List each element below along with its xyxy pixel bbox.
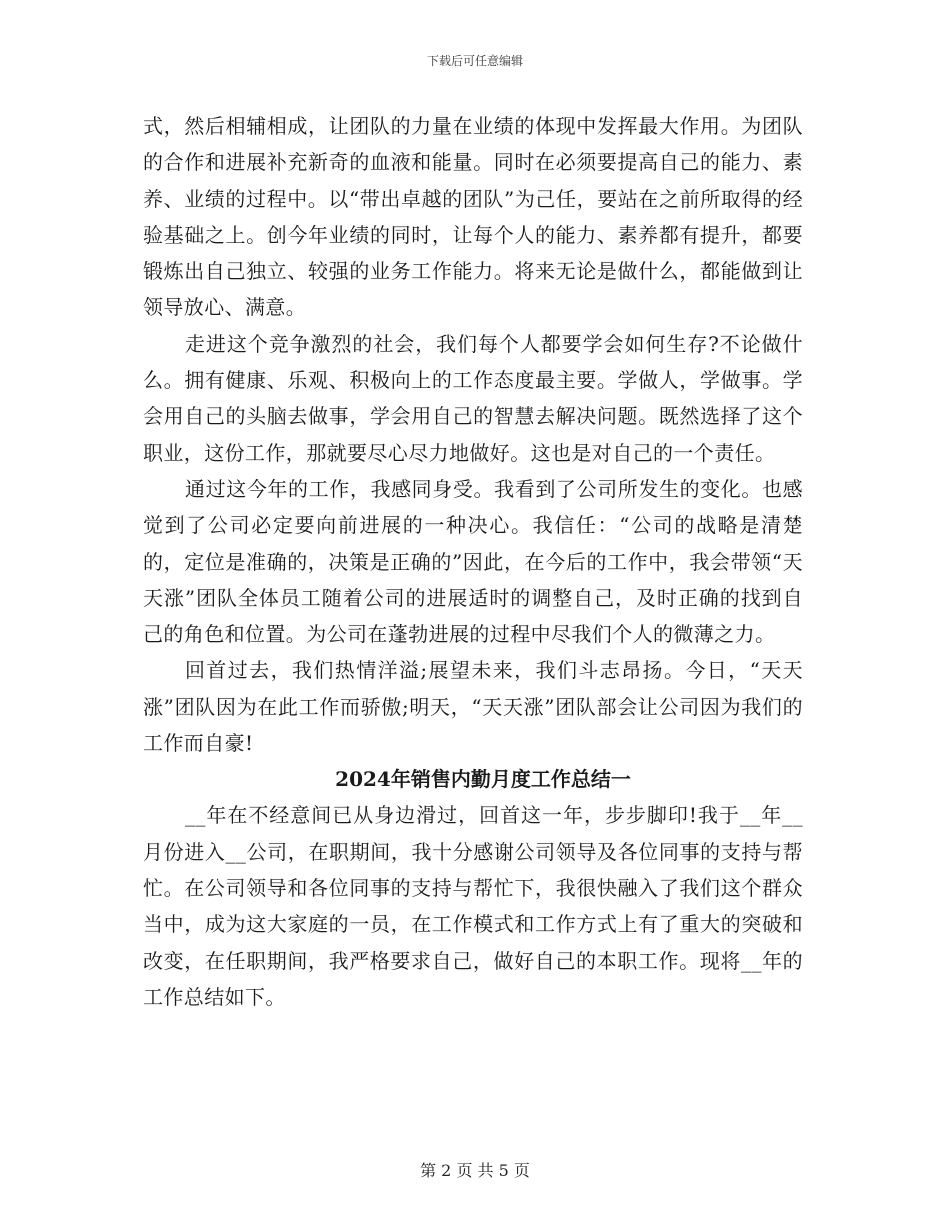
paragraph: __年在不经意间已从身边滑过，回首这一年，步步脚印!我于__年__月份进入__公司，在职期间，我十分感谢公司领导及各位同事的支持与帮忙。在公司领导和各位同事的支持与帮忙下，我很快融入了我们这个群众当中，成为这大家庭的一员，在工作模式和工作方式上有了重大的突破和改变，在任职期间，我严格要求自己，做好自己的本职工作。现将__年的工作总结如下。 (143, 803, 803, 1009)
document-body (143, 108, 803, 1015)
section-title: 2024年销售内勤月度工作总结一 (335, 767, 631, 792)
paragraph: 通过这今年的工作，我感同身受。我看到了公司所发生的变化。也感觉到了公司必定要向前进展的一种决心。我信任：“公司的战略是清楚的，定位是准确的，决策是正确的”因此，在今后的工作中，我会带领“天天涨”团队全体员工随着公司的进展适时的调整自己，及时正确的找到自己的角色和位置。为公司在蓬勃进展的过程中尽我们个人的微薄之力。 (143, 476, 803, 647)
page-header: 下载后可任意编辑 (426, 54, 523, 68)
paragraph: 式，然后相辅相成，让团队的力量在业绩的体现中发挥最大作用。为团队的合作和进展补充新奇的血液和能量。同时在必须要提高自己的能力、素养、业绩的过程中。以“带出卓越的团队”为己任，要站在之前所取得的经验基础之上。创今年业绩的同时，让每个人的能力、素养都有提升，都要锻炼出自己独立、较强的业务工作能力。将来无论是做什么，都能做到让领导放心、满意。 (143, 114, 803, 320)
paragraph: 回首过去，我们热情洋溢;展望未来，我们斗志昂扬。今日，“天天涨”团队因为在此工作而骄傲;明天，“天天涨”团队部会让公司因为我们的工作而自豪! (143, 658, 803, 756)
page-number: 第 2 页 共 5 页 (420, 1161, 530, 1180)
paragraph: 走进这个竞争激烈的社会，我们每个人都要学会如何生存?不论做什么。拥有健康、乐观、积极向上的工作态度最主要。学做人，学做事。学会用自己的头脑去做事，学会用自己的智慧去解决问题。既然选择了这个职业，这份工作，那就要尽心尽力地做好。这也是对自己的一个责任。 (143, 331, 803, 465)
